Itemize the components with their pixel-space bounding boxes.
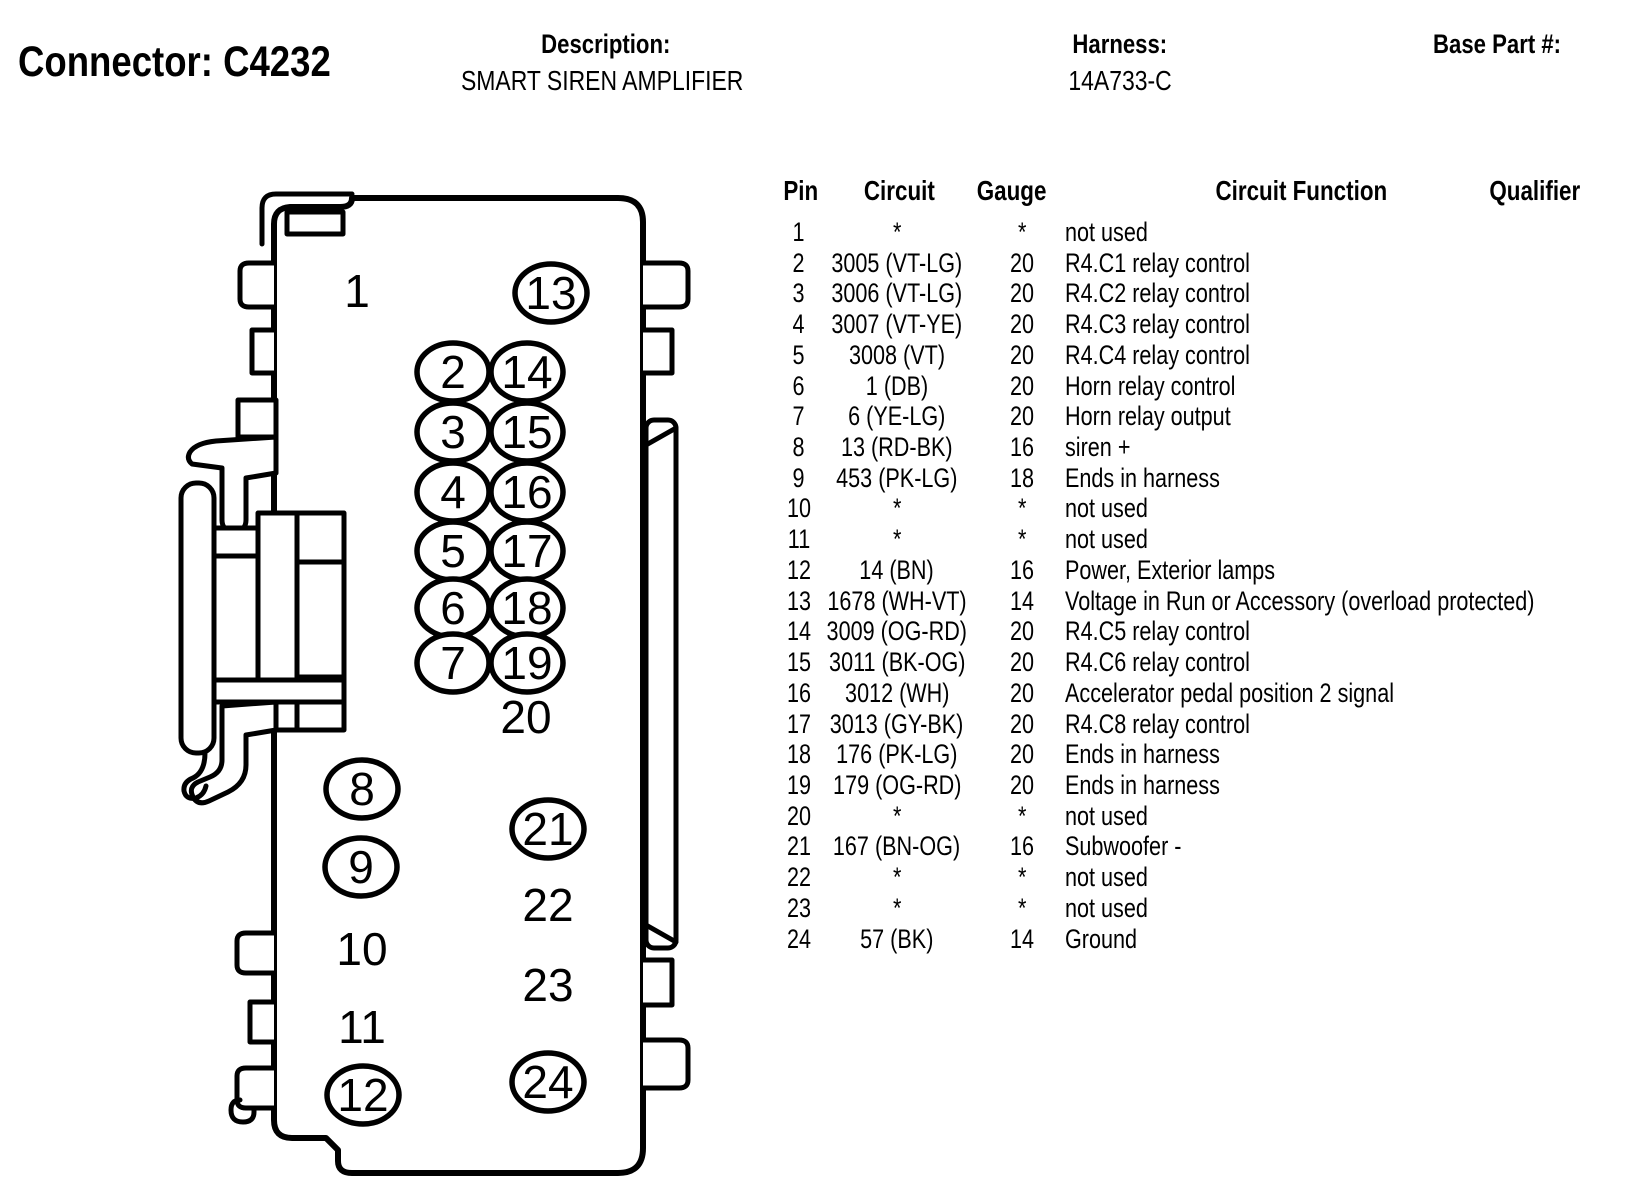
table-row [0,801,1632,831]
cell-pin: 2 [792,247,806,278]
table-row [0,893,1632,923]
cell-function: R4.C8 relay control [1065,708,1250,739]
pin-number-label: 14 [501,346,553,398]
cell-qualifier [1455,248,1615,278]
cell-circuit: * [892,862,902,893]
cell-pin: 21 [786,831,812,862]
cell-function: not used [1065,493,1148,524]
table-row [0,309,1632,339]
cell-circuit: 3008 (VT) [848,339,946,370]
cell-pin: 22 [786,862,812,893]
cell-qualifier [1455,678,1615,708]
table-row [0,401,1632,431]
cell-gauge: 20 [1009,370,1035,401]
table-row [0,278,1632,308]
cell-qualifier [1455,770,1615,800]
cell-pin: 19 [786,769,812,800]
column-header-circuit-function: Circuit Function [1215,175,1387,206]
cell-gauge: 18 [1009,462,1035,493]
cell-gauge: 14 [1009,923,1035,954]
pin-number-label: 1 [344,265,370,317]
column-header-qualifier: Qualifier [1489,175,1581,206]
cell-qualifier [1455,401,1615,431]
cell-function: Horn relay output [1065,401,1231,432]
cell-gauge: 16 [1009,554,1035,585]
cell-pin: 10 [786,493,812,524]
cell-function: Ends in harness [1065,462,1220,493]
left-tab-4 [250,1002,274,1042]
cell-function: not used [1065,800,1148,831]
table-row [0,831,1632,861]
cell-function: not used [1065,524,1148,555]
pin-table-header [0,176,1632,206]
cell-qualifier [1455,893,1615,923]
pin-number-label: 23 [522,959,574,1011]
cell-function: R4.C3 relay control [1065,309,1250,340]
table-row [0,217,1632,247]
cell-pin: 3 [792,278,806,309]
cell-circuit: * [892,524,902,555]
cell-function: R4.C6 relay control [1065,647,1250,678]
table-row [0,647,1632,677]
table-row [0,432,1632,462]
cell-qualifier [1455,709,1615,739]
cell-gauge: 20 [1009,247,1035,278]
description-value: SMART SIREN AMPLIFIER [460,65,744,96]
cell-pin: 6 [792,370,806,401]
cell-qualifier [1455,340,1615,370]
cell-function: Voltage in Run or Accessory (overload protected) [1065,585,1535,616]
cell-function: siren + [1065,432,1131,463]
cell-circuit: 14 (BN) [859,554,935,585]
cell-gauge: 16 [1009,432,1035,463]
table-row [0,555,1632,585]
table-row [0,770,1632,800]
cell-circuit: 167 (BN-OG) [833,831,961,862]
cell-circuit: 453 (PK-LG) [836,462,958,493]
cell-function: Ground [1065,923,1138,954]
pin-number-label: 21 [522,803,574,855]
cell-circuit: * [892,892,902,923]
cell-pin: 7 [792,401,806,432]
table-row [0,371,1632,401]
cell-qualifier [1455,586,1615,616]
cell-pin: 14 [786,616,812,647]
cell-circuit: 179 (OG-RD) [832,769,962,800]
cell-gauge: 20 [1009,401,1035,432]
column-header-gauge: Gauge [977,175,1047,206]
table-row [0,586,1632,616]
pin-number-label: 16 [501,466,553,518]
base-part-label: Base Part #: [1433,29,1561,59]
cell-qualifier [1455,647,1615,677]
cell-gauge: 20 [1009,739,1035,770]
cell-gauge: 16 [1009,831,1035,862]
harness-value: 14A733-C [1068,65,1172,96]
pin-number-label: 8 [349,763,375,815]
cell-gauge: * [1017,524,1027,555]
table-row [0,924,1632,954]
cell-circuit: 6 (YE-LG) [848,401,946,432]
cell-qualifier [1455,463,1615,493]
cell-circuit: 3011 (BK-OG) [828,647,966,678]
cell-gauge: 20 [1009,708,1035,739]
connector-id-text: Connector: C4232 [18,38,331,86]
description-label: Description: [541,29,671,59]
cell-gauge: * [1017,493,1027,524]
cell-qualifier [1455,739,1615,769]
cell-gauge: 20 [1009,769,1035,800]
cell-pin: 12 [786,554,812,585]
cell-function: not used [1065,217,1148,247]
pin-number-label: 2 [440,346,466,398]
cell-qualifier [1455,309,1615,339]
cell-function: Horn relay control [1065,370,1236,401]
cell-pin: 9 [792,462,806,493]
cell-qualifier [1455,371,1615,401]
cell-qualifier [1455,831,1615,861]
table-row [0,463,1632,493]
pin-number-label: 13 [525,267,577,319]
cell-gauge: 20 [1009,339,1035,370]
column-header-circuit: Circuit [863,175,935,206]
cell-pin: 24 [786,923,812,954]
pin-number-label: 22 [522,879,574,931]
pin-number-label: 10 [336,923,388,975]
cell-function: not used [1065,892,1148,923]
cell-circuit: 1 (DB) [865,370,929,401]
cell-function: Accelerator pedal position 2 signal [1065,677,1394,708]
table-row [0,493,1632,523]
harness-label: Harness: [1072,29,1168,59]
cell-gauge: 14 [1009,585,1035,616]
pin-number-label: 12 [337,1069,389,1121]
cell-pin: 17 [786,708,812,739]
pin-number-label: 20 [500,691,552,743]
cell-circuit: 3005 (VT-LG) [831,247,963,278]
cell-gauge: 20 [1009,616,1035,647]
cell-qualifier [1455,862,1615,892]
pin-number-label: 4 [440,466,466,518]
cell-pin: 1 [792,217,806,247]
cell-gauge: * [1017,892,1027,923]
cell-pin: 20 [786,800,812,831]
cell-gauge: 20 [1009,647,1035,678]
pin-number-label: 5 [440,525,466,577]
cell-gauge: * [1017,217,1027,247]
cell-qualifier [1455,493,1615,523]
cell-qualifier [1455,432,1615,462]
cell-function: Ends in harness [1065,769,1220,800]
left-tab-5 [237,1068,274,1108]
table-row [0,709,1632,739]
cell-function: R4.C2 relay control [1065,278,1250,309]
cell-circuit: 13 (RD-BK) [841,432,953,463]
cell-function: Power, Exterior lamps [1065,554,1276,585]
cell-pin: 18 [786,739,812,770]
cell-circuit: 57 (BK) [860,923,934,954]
cell-circuit: 3006 (VT-LG) [831,278,963,309]
cell-qualifier [1455,555,1615,585]
pin-number-label: 6 [440,582,466,634]
cell-function: R4.C5 relay control [1065,616,1250,647]
pin-number-label: 24 [522,1056,574,1108]
pin-number-label: 7 [440,637,466,689]
pin-table [0,176,1632,976]
cell-function: not used [1065,862,1148,893]
cell-pin: 23 [786,892,812,923]
cell-gauge: * [1017,862,1027,893]
cell-circuit: 3007 (VT-YE) [831,309,963,340]
cell-circuit: 3012 (WH) [844,677,950,708]
cell-circuit: * [892,493,902,524]
column-header-pin: Pin [783,175,819,206]
pin-number-label: 11 [338,1001,386,1053]
cell-pin: 11 [787,524,811,555]
table-row [0,340,1632,370]
cell-qualifier [1455,524,1615,554]
table-row [0,862,1632,892]
cell-pin: 13 [786,585,812,616]
cell-circuit: 3013 (GY-BK) [830,708,964,739]
cell-circuit: 1678 (WH-VT) [827,585,967,616]
cell-qualifier [1455,801,1615,831]
pin-number-label: 17 [501,525,553,577]
cell-circuit: 3009 (OG-RD) [826,616,968,647]
cell-function: R4.C4 relay control [1065,339,1250,370]
cell-pin: 4 [792,309,806,340]
right-tab-4 [643,1040,688,1088]
pin-number-label: 3 [440,406,466,458]
cell-pin: 8 [792,432,806,463]
cell-qualifier [1455,278,1615,308]
cell-qualifier [1455,924,1615,954]
table-row [0,739,1632,769]
pin-number-label: 15 [501,406,553,458]
cell-circuit: * [892,217,902,247]
cell-pin: 15 [786,647,812,678]
cell-gauge: 20 [1009,309,1035,340]
table-row [0,616,1632,646]
pin-number-label: 19 [501,637,553,689]
cell-function: Ends in harness [1065,739,1220,770]
cell-pin: 16 [786,677,812,708]
cell-qualifier [1455,616,1615,646]
cell-circuit: 176 (PK-LG) [836,739,958,770]
cell-gauge: 20 [1009,677,1035,708]
table-row [0,248,1632,278]
cell-qualifier [1455,217,1615,247]
pin-number-label: 9 [348,841,374,893]
cell-gauge: 20 [1009,278,1035,309]
table-row [0,678,1632,708]
cell-gauge: * [1017,800,1027,831]
cell-circuit: * [892,800,902,831]
cell-pin: 5 [792,339,806,370]
pin-number-label: 18 [501,582,553,634]
cell-function: Subwoofer - [1065,831,1182,862]
cell-function: R4.C1 relay control [1065,247,1250,278]
table-row [0,524,1632,554]
